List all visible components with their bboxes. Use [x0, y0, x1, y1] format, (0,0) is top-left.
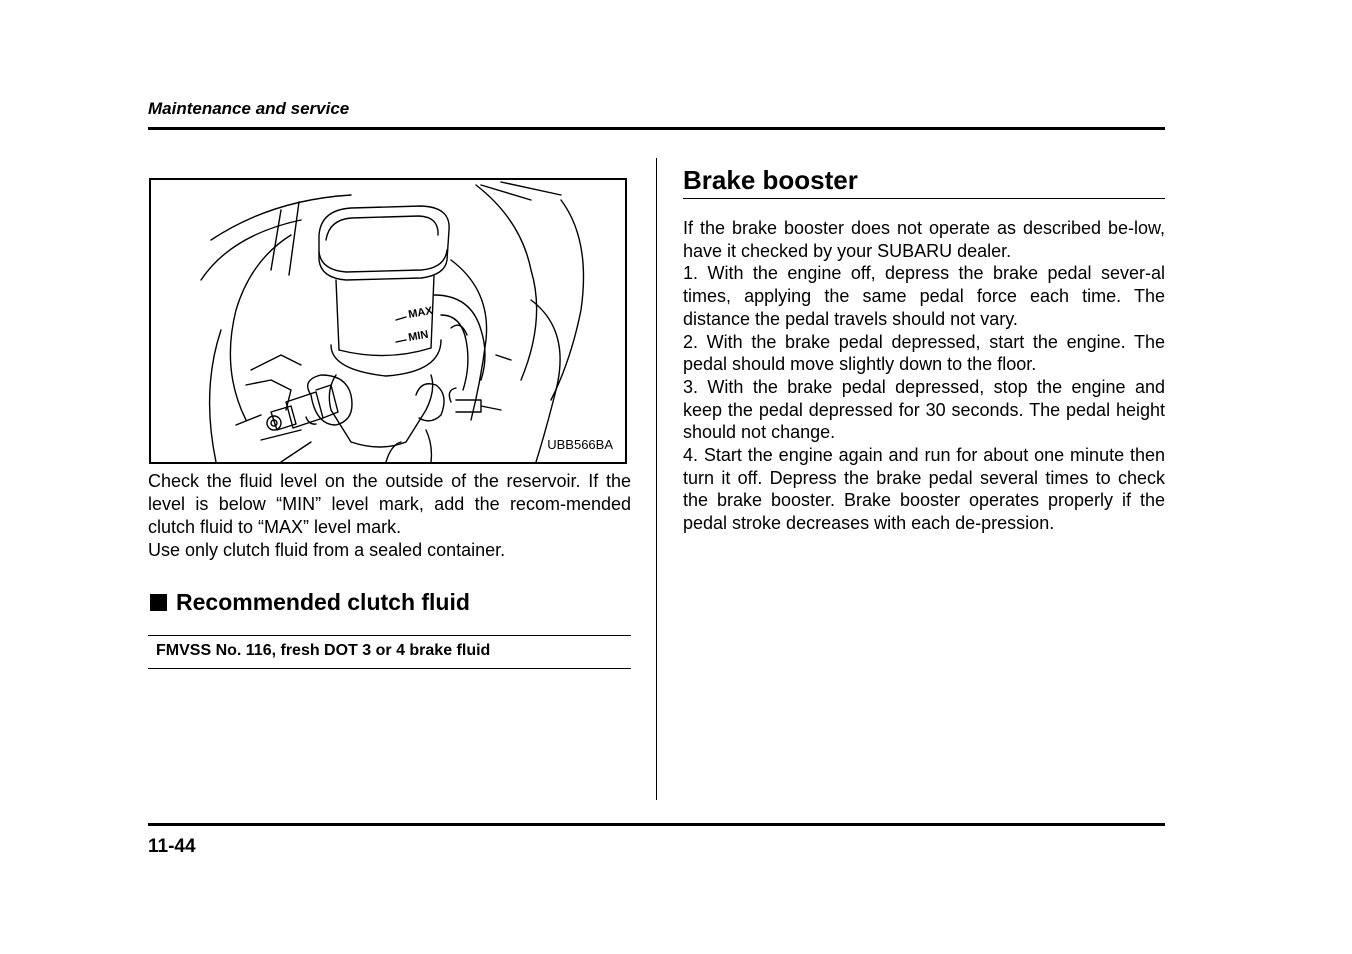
header-rule: [148, 127, 1165, 130]
reservoir-illustration: [149, 178, 627, 464]
right-body-text: [683, 217, 1165, 535]
body-paragraph: If the brake booster does not operate as described be-low, have it checked by your SUBARU dealer.: [683, 218, 1165, 261]
body-paragraph: Check the fluid level on the outside of the reservoir. If the level is below “MIN” level mark, add the recom-mended clutch fluid to “MAX” level mark.: [148, 471, 631, 537]
spec-table: [148, 635, 631, 669]
left-body-text: [148, 470, 631, 562]
page-number: 11-44: [148, 836, 196, 857]
running-header: Maintenance and service: [148, 99, 350, 118]
min-level-label: MIN: [407, 328, 430, 344]
page-title: Brake booster: [683, 165, 858, 195]
step-4: 4. Start the engine again and run for about one minute then turn it off. Depress the brake pedal several times to check the brake booster. Brake booster operates properly if the pedal stroke decreases with each de-pression.: [683, 445, 1165, 534]
spec-value: FMVSS No. 116, fresh DOT 3 or 4 brake fluid: [156, 642, 491, 659]
step-3: 3. With the brake pedal depressed, stop the engine and keep the pedal depressed for 30 seconds. The pedal height should not change.: [683, 376, 1165, 443]
heading-rule: [683, 198, 1165, 199]
reservoir-drawing: [151, 180, 625, 462]
step-2: 2. With the brake pedal depressed, start the engine. The pedal should move slightly down to the floor.: [683, 331, 1165, 375]
body-paragraph: Use only clutch fluid from a sealed container.: [148, 540, 506, 560]
section-heading: [150, 589, 470, 616]
section-heading-label: Recommended clutch fluid: [176, 589, 470, 615]
figure-code: UBB566BA: [547, 437, 613, 452]
max-level-label: MAX: [407, 304, 434, 321]
footer-rule: [148, 823, 1165, 826]
column-divider: [656, 158, 657, 800]
black-square-icon: [150, 594, 167, 611]
step-1: 1. With the engine off, depress the brake pedal sever-al times, applying the same pedal force each time. The distance the pedal travels should not vary.: [683, 263, 1165, 329]
